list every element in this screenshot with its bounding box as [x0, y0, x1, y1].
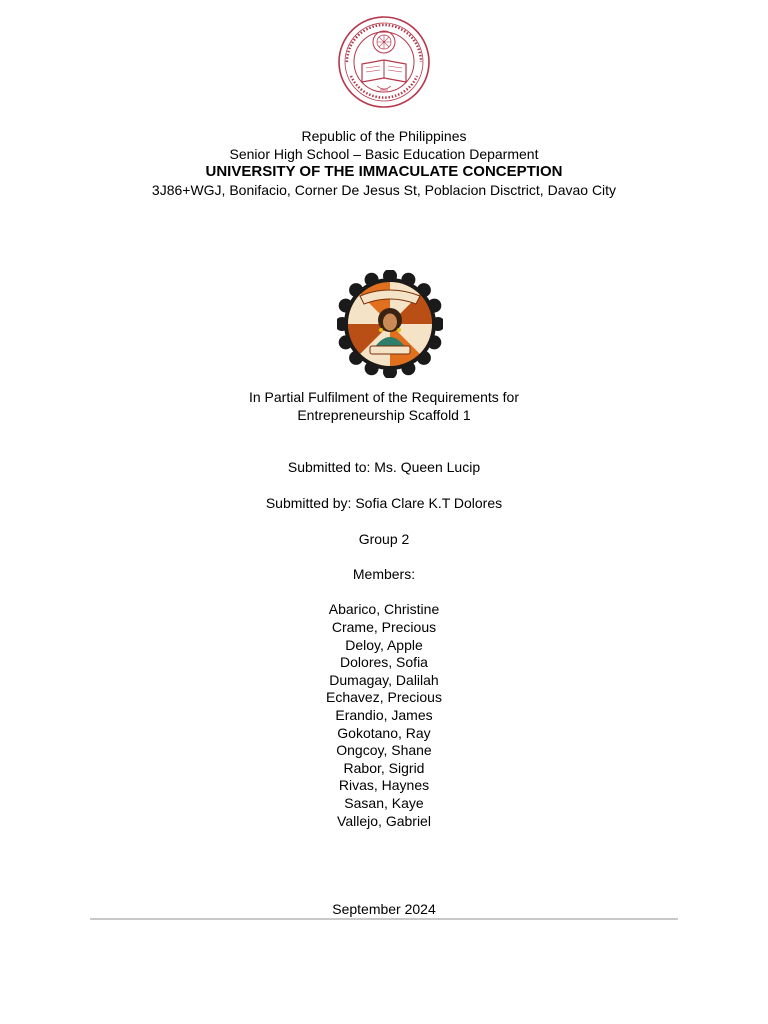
member-name: Ongcoy, Shane — [336, 742, 432, 758]
subject-line: Entrepreneurship Scaffold 1 — [297, 407, 471, 423]
member-name: Rivas, Haynes — [338, 777, 430, 793]
member-name: Dolores, Sofia — [340, 654, 428, 670]
date-container — [0, 900, 768, 917]
member-name: Dumagay, Dalilah — [329, 672, 439, 688]
submitted-to: Submitted to: Ms. Queen Lucip — [287, 459, 481, 475]
member-name: Erandio, James — [335, 707, 433, 723]
group-label: Group 2 — [358, 531, 410, 547]
member-name: Abarico, Christine — [328, 601, 440, 617]
group-emblem-icon — [337, 270, 443, 378]
member-name: Crame, Precious — [331, 619, 437, 635]
university-seal-icon — [337, 14, 431, 110]
members-label: Members: — [352, 566, 416, 582]
member-name: Sasan, Kaye — [344, 795, 424, 811]
submission-date: September 2024 — [332, 901, 436, 917]
member-name: Vallejo, Gabriel — [337, 813, 431, 829]
submitted-by: Submitted by: Sofia Clare K.T Dolores — [265, 495, 503, 511]
member-name: Deloy, Apple — [345, 637, 423, 653]
republic-line: Republic of the Philippines — [301, 128, 467, 144]
university-name: UNIVERSITY OF THE IMMACULATE CONCEPTION — [205, 163, 563, 180]
address-line: 3J86+WGJ, Bonifacio, Corner De Jesus St, Poblacion Disctrict, Davao City — [151, 182, 617, 198]
member-name: Echavez, Precious — [326, 689, 442, 705]
member-name: Rabor, Sigrid — [343, 760, 425, 776]
page-break-line — [90, 918, 678, 920]
department-line: Senior High School – Basic Education Deparment — [229, 146, 539, 162]
member-name: Gokotano, Ray — [337, 725, 431, 741]
requirements-line: In Partial Fulfilment of the Requirements for — [248, 389, 519, 405]
